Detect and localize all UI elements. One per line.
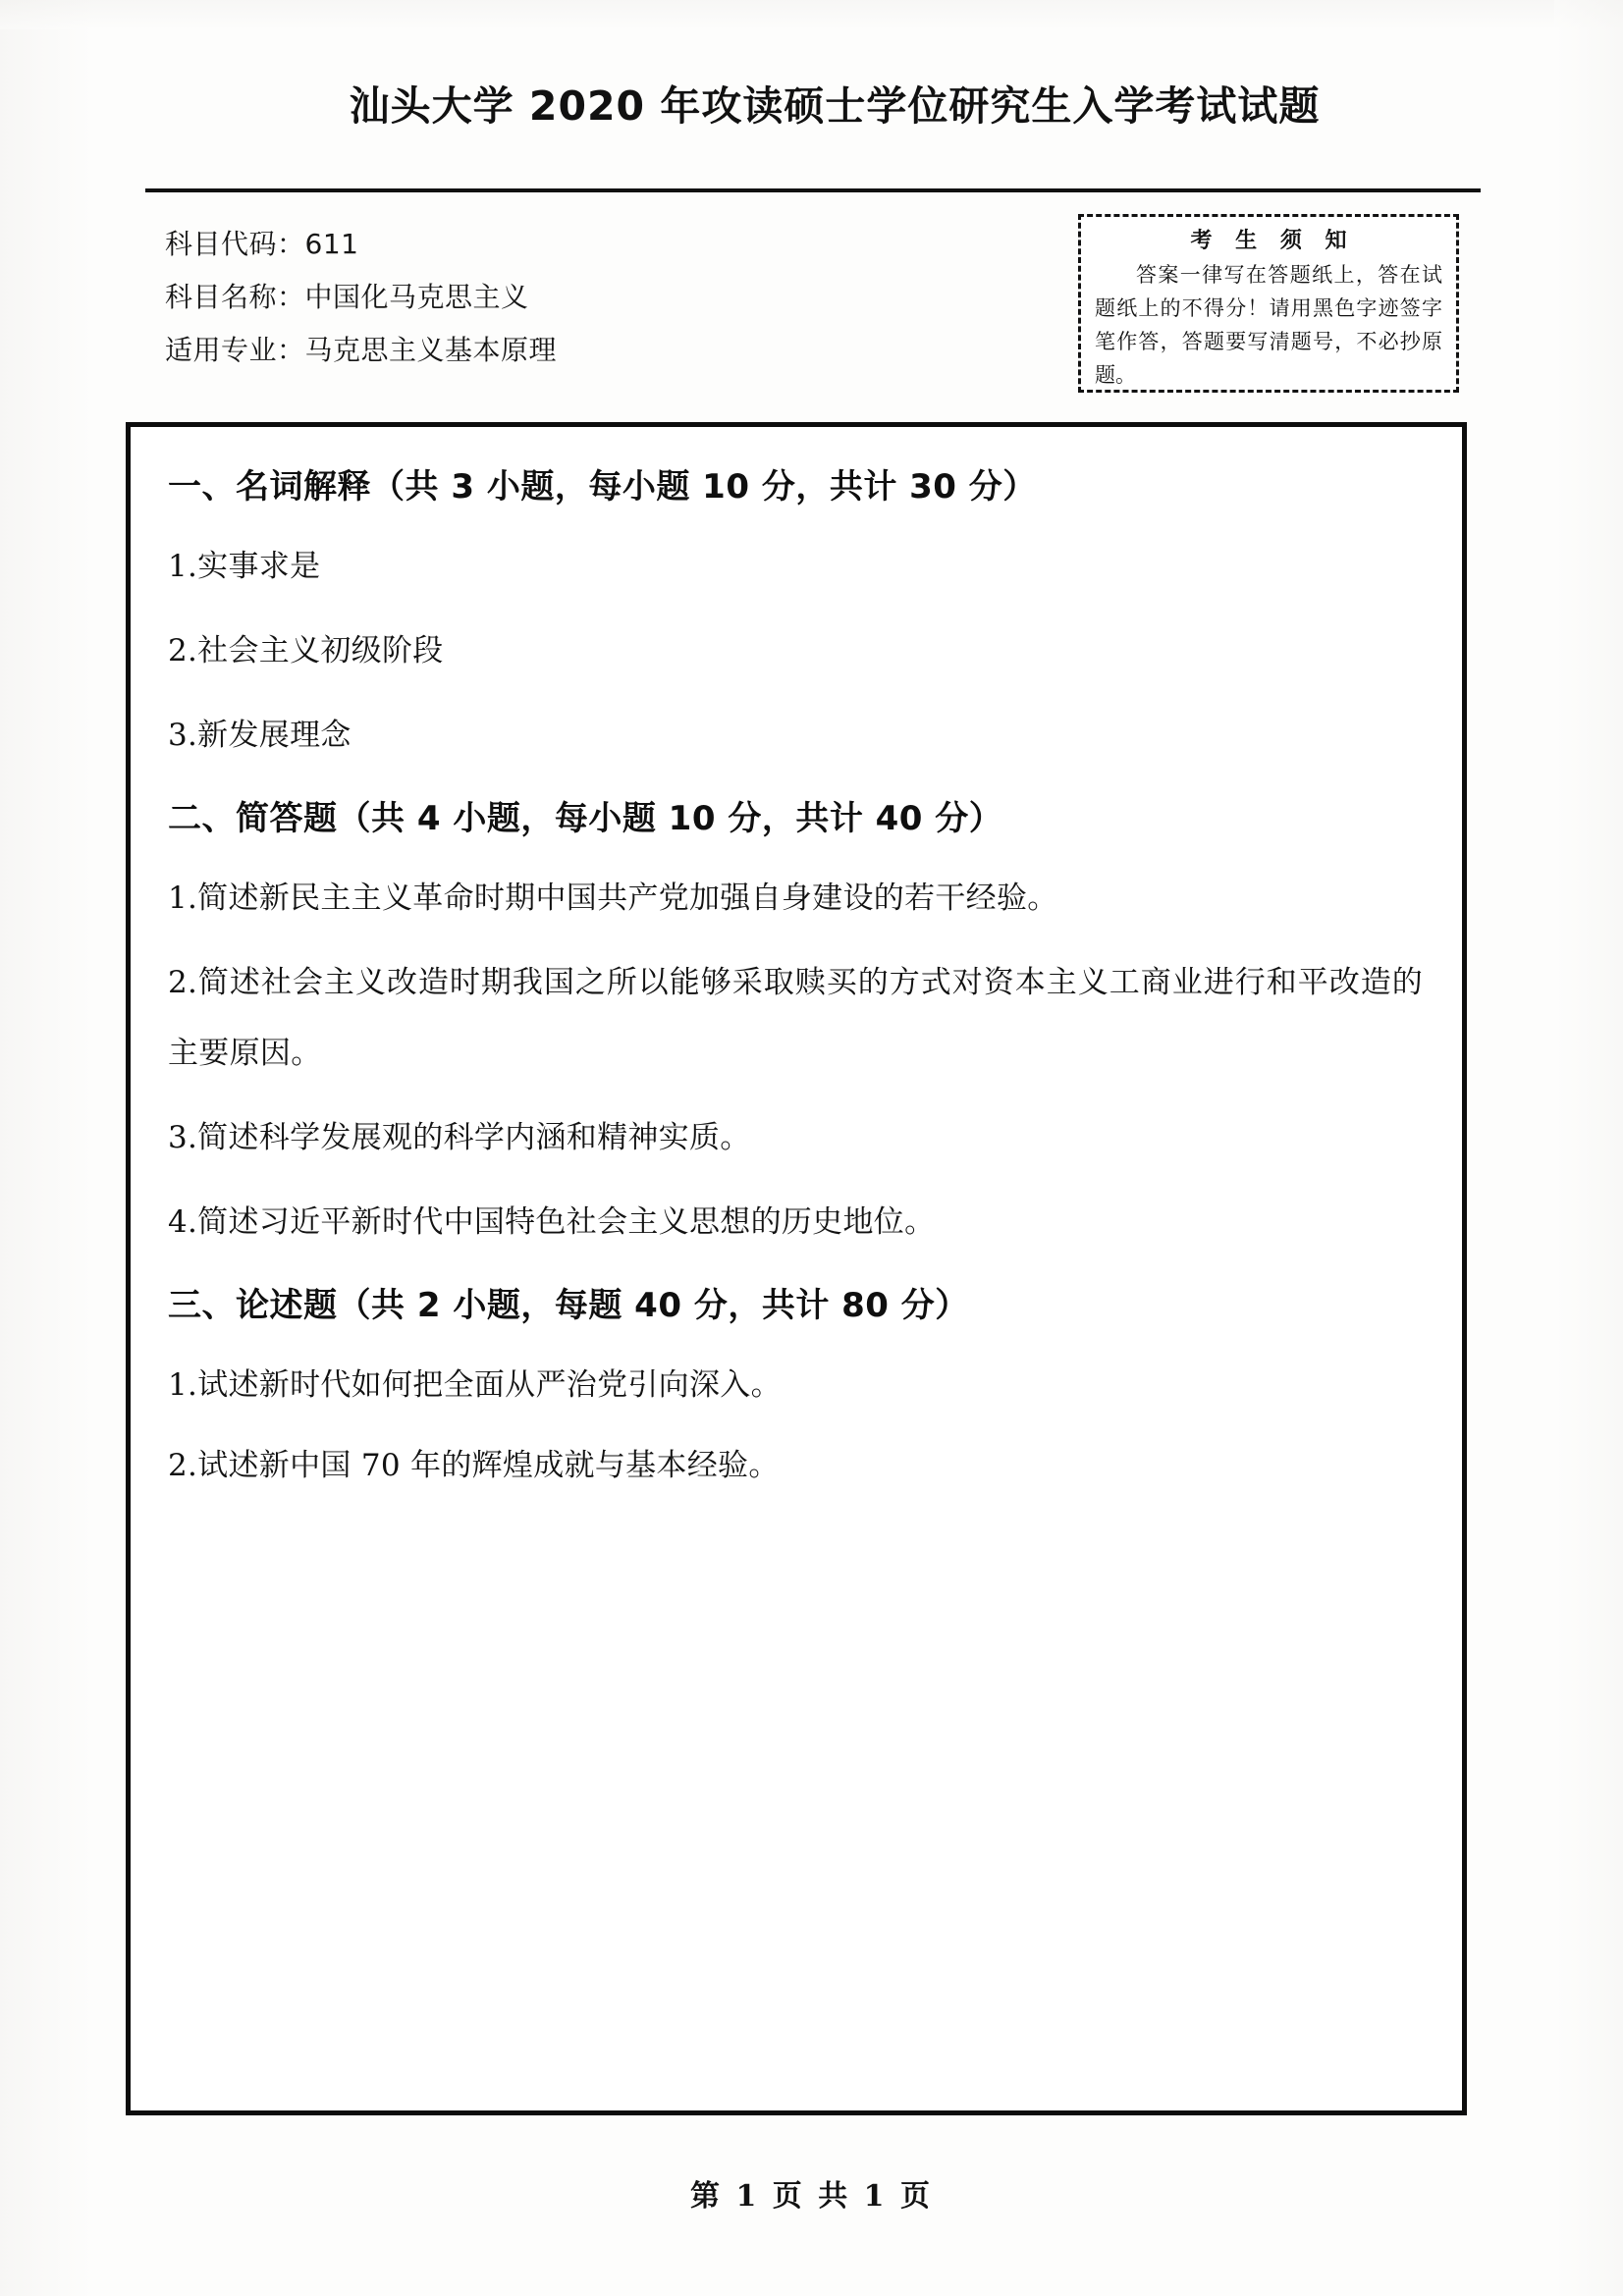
question-item: 1.实事求是 [168,549,321,584]
scan-edge-shadow-right [1554,0,1623,2296]
question-item: 2.社会主义初级阶段 [168,633,444,668]
candidate-notice-box [1078,214,1459,393]
scan-edge-shadow-left [0,0,93,2296]
exam-content-box [126,422,1467,2115]
section-heading-essay: 三、论述题（共 2 小题，每题 40 分，共计 80 分） [168,1286,969,1325]
candidate-notice-body: 答案一律写在答题纸上，答在试题纸上的不得分！请用黑色字迹签字笔作答，答题要写清题号，不必抄原题。 [1095,263,1442,387]
page-footer: 第 1 页 共 1 页 [690,2179,933,2214]
page-title: 汕头大学 2020 年攻读硕士学位研究生入学考试试题 [349,82,1321,130]
question-item: 1.试述新时代如何把全面从严治党引向深入。 [168,1367,782,1403]
question-item: 3.新发展理念 [168,718,352,753]
title-divider [145,188,1481,192]
subject-info-block [165,218,911,377]
question-item: 4.简述习近平新时代中国特色社会主义思想的历史地位。 [168,1204,936,1240]
scan-edge-shadow-top [0,0,1623,29]
subject-code-line: 科目代码：611 [165,228,359,260]
section-heading-short-answer: 二、简答题（共 4 小题，每小题 10 分，共计 40 分） [168,799,1003,838]
question-item: 3.简述科学发展观的科学内涵和精神实质。 [168,1120,751,1155]
section-heading-terms: 一、名词解释（共 3 小题，每小题 10 分，共计 30 分） [168,467,1037,507]
applicable-major-line: 适用专业：马克思主义基本原理 [165,334,558,366]
candidate-notice-title: 考 生 须 知 [1190,229,1355,253]
question-item: 2.试述新中国 70 年的辉煌成就与基本经验。 [168,1448,780,1483]
subject-name-line: 科目名称：中国化马克思主义 [165,281,529,313]
question-item: 1.简述新民主主义革命时期中国共产党加强自身建设的若干经验。 [168,881,1058,916]
question-item: 2.简述社会主义改造时期我国之所以能够采取赎买的方式对资本主义工商业进行和平改造的主要原因。 [168,965,1423,1071]
